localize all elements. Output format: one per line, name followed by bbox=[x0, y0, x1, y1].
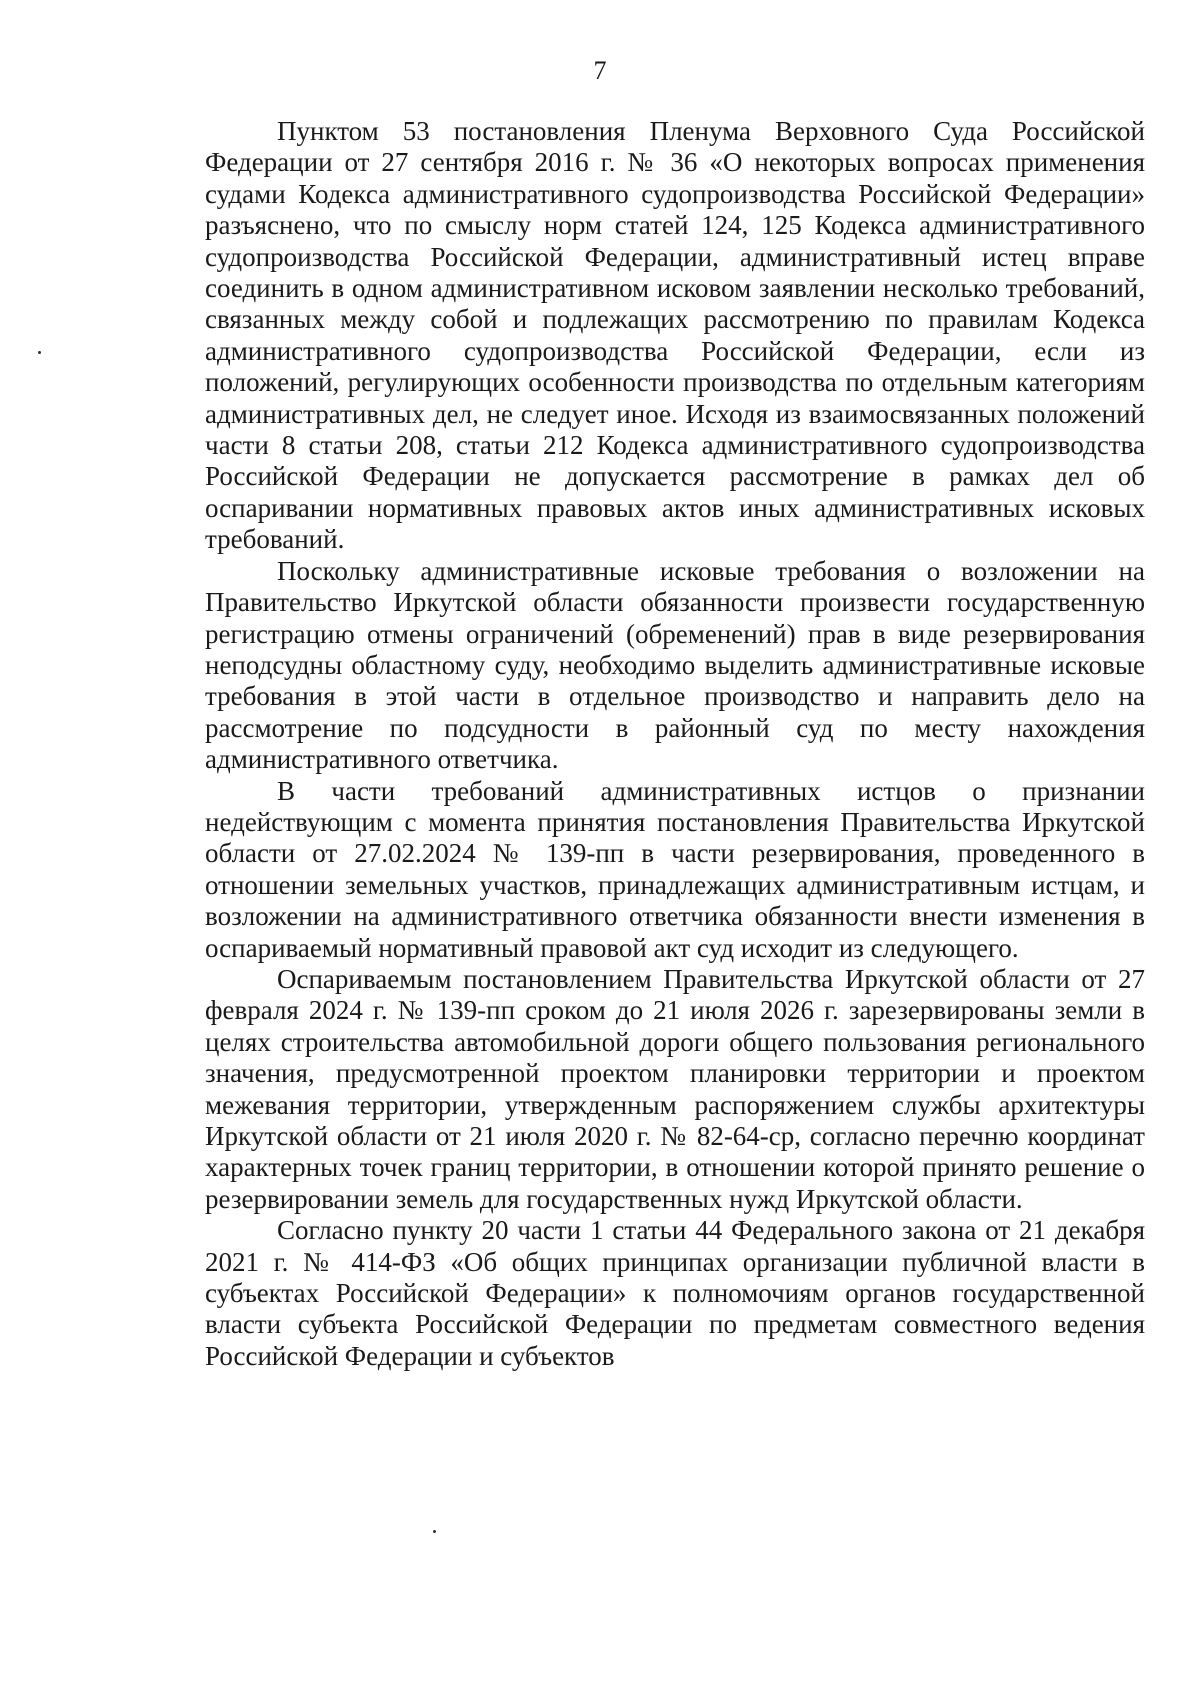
paragraph-jurisdiction: Поскольку административные исковые требования о возложении на Правительство Иркутской области обязанности произвести государственную регистрацию отмены ограничений (обременений) прав в виде резервирования неподсудны областному суду, необходимо выделить административные исковые требования в этой части в отдельное производство и направить дело на рассмотрение по подсудности в районный суд по месту нахождения административного ответчика. bbox=[205, 555, 1145, 775]
scan-speck bbox=[38, 351, 41, 354]
body-text bbox=[205, 116, 1145, 1372]
scan-speck bbox=[433, 1530, 436, 1533]
paragraph-plenum-clarification: Пунктом 53 постановления Пленума Верховного Суда Российской Федерации от 27 сентября 2016 г. № 36 «О некоторых вопросах применения судами Кодекса административного судопроизводства Российской Федерации» разъяснено, что по смыслу норм статей 124, 125 Кодекса административного судопроизводства Российской Федерации, административный истец вправе соединить в одном административном исковом заявлении несколько требований, связанных между собой и подлежащих рассмотрению по правилам Кодекса административного судопроизводства Российской Федерации, если из положений, регулирующих особенности производства по отдельным категориям административных дел, не следует иное. Исходя из взаимосвязанных положений части 8 статьи 208, статьи 212 Кодекса административного судопроизводства Российской Федерации не допускается рассмотрение в рамках дел об оспаривании нормативных правовых актов иных административных исковых требований. bbox=[205, 116, 1145, 555]
paragraph-contested-resolution: Оспариваемым постановлением Правительства Иркутской области от 27 февраля 2024 г. № 139-пп сроком до 21 июля 2026 г. зарезервированы земли в целях строительства автомобильной дороги общего пользования регионального значения, предусмотренной проектом планировки территории и проектом межевания территории, утвержденным распоряжением службы архитектуры Иркутской области от 21 июля 2020 г. № 82-64-ср, согласно перечню координат характерных точек границ территории, в отношении которой принято решение о резервировании земель для государственных нужд Иркутской области. bbox=[205, 963, 1145, 1214]
paragraph-claims-part: В части требований административных истцов о признании недействующим с момента принятия постановления Правительства Иркутской области от 27.02.2024 № 139-пп в части резервирования, проведенного в отношении земельных участков, принадлежащих административным истцам, и возложении на административного ответчика обязанности внести изменения в оспариваемый нормативный правовой акт суд исходит из следующего. bbox=[205, 775, 1145, 963]
page-number: 7 bbox=[593, 56, 607, 85]
paragraph-federal-law: Согласно пункту 20 части 1 статьи 44 Федерального закона от 21 декабря 2021 г. № 414-ФЗ «Об общих принципах организации публичной власти в субъектах Российской Федерации» к полномочиям органов государственной власти субъекта Российской Федерации по предметам совместного ведения Российской Федерации и субъектов bbox=[205, 1215, 1145, 1371]
